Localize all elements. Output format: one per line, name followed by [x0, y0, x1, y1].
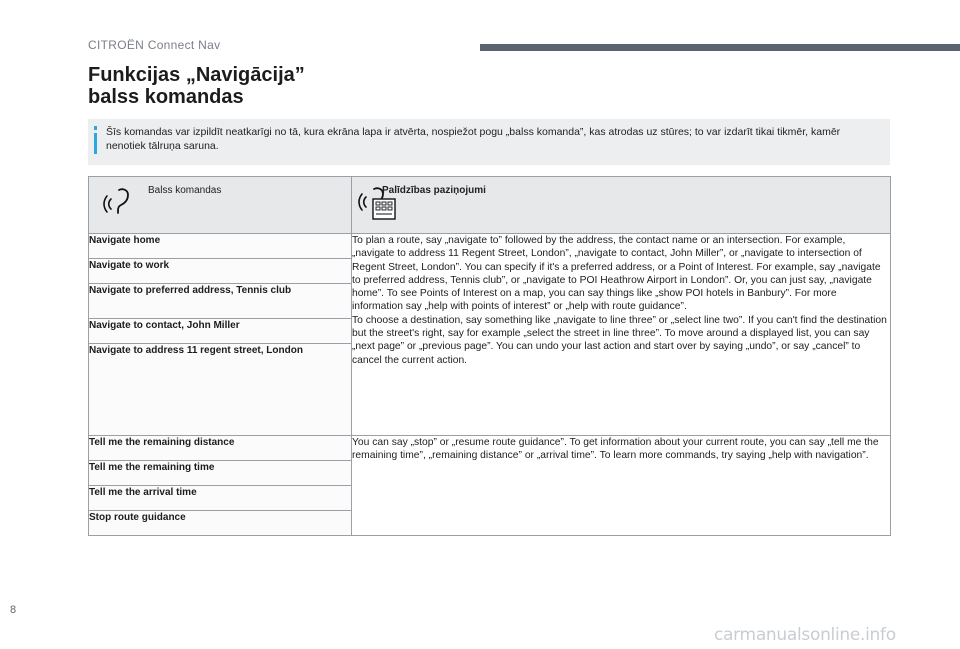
command-cell: Tell me the remaining distance — [89, 436, 352, 461]
command-cell: Navigate home — [89, 234, 352, 259]
info-text: Šīs komandas var izpildīt neatkarīgi no tā, kura ekrāna lapa ir atvērta, nospiežot pogu „balss komanda”, kas atrodas uz stūres; to var izdarīt tikai tikmēr, kamēr nenotiek tālruņa saruna. — [106, 126, 841, 152]
header-cell-commands — [89, 177, 352, 234]
command-cell: Tell me the remaining time — [89, 461, 352, 486]
page-number: 8 — [10, 604, 17, 616]
command-cell: Navigate to work — [89, 259, 352, 284]
table-row — [89, 234, 891, 259]
description-text: To plan a route, say „navigate to” followed by the address, the contact name or an intersection. For example, „navigate to address 11 Regent Street, London”, „navigate to contact, John Miller”, or „navigate to intersection of Regent Street, London”. You can specify if it's a preferred address, or a Point of Interest. For example, say „navigate to preferred address, Tennis club”, or „navigate to POI Heathrow Airport in London”. Or, you can just say, „navigate home”. To see Points of Interest on a map, you can say things like „show POI hotels in Banbury”. For more information say „help with points of interest” or „help with route guidance”. — [352, 235, 881, 313]
table-header-row — [89, 177, 891, 234]
header-label-commands: Balss komandas — [148, 185, 222, 196]
info-icon — [94, 126, 97, 156]
page-title — [88, 64, 305, 108]
voice-commands-table — [88, 176, 891, 536]
voice-command-icon — [103, 187, 133, 218]
brand-header: CITROËN Connect Nav — [88, 38, 221, 52]
table-row — [89, 436, 891, 461]
description-text: To choose a destination, say something like „navigate to line three” or „select line two”. If you can't find the destination but the street's right, say for example „select the street in line three”. To move around a displayed list, you can say „next page” or „previous page”. You can undo your last action and start over by saying „undo”, or say „cancel” to cancel the current action. — [352, 314, 887, 366]
command-cell: Stop route guidance — [89, 511, 352, 536]
description-cell: You can say „stop” or „resume route guidance”. To get information about your current route, you can say „tell me the remaining time”, „remaining distance” or „arrival time”. To learn more commands, try saying „help with navigation”. — [352, 436, 891, 536]
page-title-line2: balss komandas — [88, 86, 244, 108]
page-title-line1: Funkcijas „Navigācija” — [88, 64, 305, 86]
info-box — [88, 119, 890, 165]
command-cell: Navigate to preferred address, Tennis club — [89, 284, 352, 319]
command-cell: Navigate to contact, John Miller — [89, 319, 352, 344]
header-bar — [480, 44, 960, 51]
header-cell-help — [352, 177, 891, 234]
header-label-help: Palīdzības paziņojumi — [382, 185, 486, 196]
command-cell: Navigate to address 11 regent street, London — [89, 344, 352, 436]
watermark: carmanualsonline.info — [714, 625, 896, 645]
command-cell: Tell me the arrival time — [89, 486, 352, 511]
description-cell — [352, 234, 891, 436]
